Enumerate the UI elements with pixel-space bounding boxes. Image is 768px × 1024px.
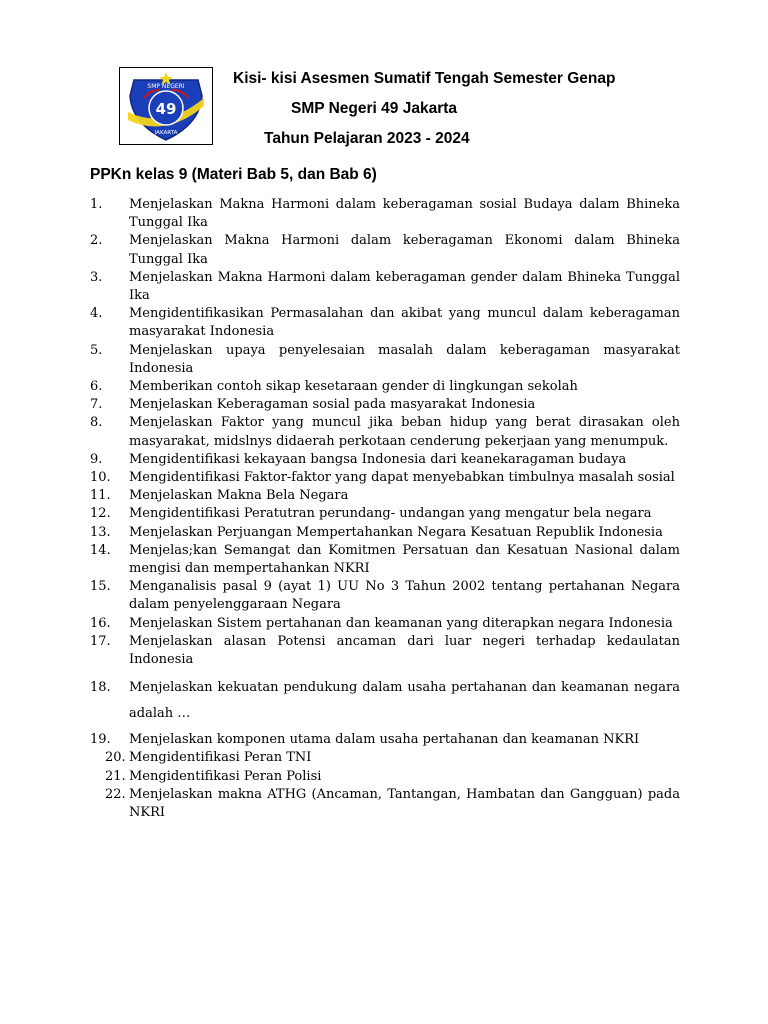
- item-text: Mengidentifikasikan Permasalahan dan akibat yang muncul dalam keberagaman masyarakat Indonesia: [129, 306, 680, 340]
- item-text: Mengidentifikasi Peran TNI: [129, 750, 312, 766]
- item-number: 5.: [90, 342, 103, 358]
- item-text: Menjelaskan kekuatan pendukung dalam usaha pertahanan dan keamanan negara adalah …: [129, 680, 680, 722]
- logo-number: 49: [155, 100, 177, 118]
- list-item: [90, 487, 680, 505]
- list-item: [90, 615, 680, 633]
- list-item: [90, 786, 680, 822]
- item-number: 21.: [105, 768, 126, 784]
- item-number: 13.: [90, 524, 111, 540]
- item-text: Menjelas;kan Semangat dan Komitmen Persatuan dan Kesatuan Nasional dalam mengisi dan mempertahankan NKRI: [129, 542, 680, 577]
- item-number: 9.: [90, 451, 103, 467]
- item-text: Menjelaskan alasan Potensi ancaman dari luar negeri terhadap kedaulatan Indonesia: [129, 633, 680, 668]
- list-item: [90, 451, 680, 469]
- list-item: [90, 305, 680, 341]
- logo-top-text: SMP NEGERI: [147, 83, 185, 90]
- item-text: Memberikan contoh sikap kesetaraan gender di lingkungan sekolah: [129, 379, 578, 395]
- item-text: Menjelaskan Sistem pertahanan dan keamanan yang diterapkan negara Indonesia: [129, 615, 673, 631]
- academic-year: Tahun Pelajaran 2023 - 2024: [264, 130, 470, 147]
- item-text: Mengidentifikasi kekayaan bangsa Indonesia dari keanekaragaman budaya: [129, 451, 627, 467]
- school-logo: [119, 67, 213, 145]
- item-number: 8.: [90, 415, 103, 431]
- item-number: 12.: [90, 506, 111, 522]
- list-item: [90, 731, 680, 749]
- school-emblem-icon: [120, 68, 212, 144]
- indicator-list: [90, 196, 680, 822]
- list-item: [90, 414, 680, 450]
- item-number: 4.: [90, 306, 103, 322]
- document-title: Kisi- kisi Asesmen Sumatif Tengah Semester Genap: [233, 70, 616, 87]
- item-text: Mengidentifikasi Faktor-faktor yang dapat menyebabkan timbulnya masalah sosial: [129, 470, 675, 486]
- list-item: [90, 196, 680, 232]
- list-item: [90, 269, 680, 305]
- item-text: Menjelaskan Makna Harmoni dalam keberagaman Ekonomi dalam Bhineka Tunggal Ika: [129, 233, 680, 267]
- item-number: 15.: [90, 579, 111, 595]
- item-number: 2.: [90, 233, 103, 249]
- list-item: [90, 542, 680, 578]
- list-item: [90, 342, 680, 378]
- list-item: [90, 505, 680, 523]
- item-text: Menjelaskan Makna Harmoni dalam keberagaman sosial Budaya dalam Bhineka Tunggal Ika: [129, 197, 680, 231]
- list-item: [90, 768, 680, 786]
- item-text: Menjelaskan Perjuangan Mempertahankan Negara Kesatuan Republik Indonesia: [129, 524, 663, 540]
- item-text: Mengidentifikasi Peratutran perundang- undangan yang mengatur bela negara: [129, 506, 652, 522]
- item-text: Menjelaskan Faktor yang muncul jika beban hidup yang berat dirasakan oleh masyarakat, midslnys didaerah perkotaan cenderung pekerjaan yang menumpuk.: [129, 415, 680, 449]
- item-number: 7.: [90, 397, 103, 413]
- item-text: Menjelaskan komponen utama dalam usaha pertahanan dan keamanan NKRI: [129, 732, 640, 748]
- list-item: [90, 633, 680, 669]
- item-text: Menjelaskan Makna Harmoni dalam keberagaman gender dalam Bhineka Tunggal Ika: [129, 269, 680, 304]
- item-number: 6.: [90, 379, 103, 395]
- item-number: 20.: [105, 750, 126, 766]
- list-item: [90, 396, 680, 414]
- list-item: [90, 675, 680, 727]
- item-text: Mengidentifikasi Peran Polisi: [129, 768, 322, 784]
- item-number: 19.: [90, 732, 111, 748]
- item-number: 16.: [90, 615, 111, 631]
- list-item: [90, 378, 680, 396]
- item-number: 10.: [90, 470, 111, 486]
- list-item: [90, 232, 680, 268]
- item-number: 1.: [90, 197, 103, 212]
- list-item: [90, 524, 680, 542]
- item-text: Menganalisis pasal 9 (ayat 1) UU No 3 Tahun 2002 tentang pertahanan Negara dalam penyelenggaraan Negara: [129, 579, 680, 613]
- item-text: Menjelaskan makna ATHG (Ancaman, Tantangan, Hambatan dan Gangguan) pada NKRI: [129, 786, 680, 821]
- item-number: 11.: [90, 488, 111, 504]
- list-item: [90, 578, 680, 614]
- item-number: 22.: [105, 786, 126, 802]
- item-text: Menjelaskan upaya penyelesaian masalah dalam keberagaman masyarakat Indonesia: [129, 342, 680, 376]
- list-item: [90, 749, 680, 767]
- school-name: SMP Negeri 49 Jakarta: [291, 100, 458, 117]
- item-text: Menjelaskan Keberagaman sosial pada masyarakat Indonesia: [129, 397, 536, 413]
- item-number: 3.: [90, 269, 103, 285]
- item-number: 18.: [90, 680, 111, 696]
- subject-heading: PPKn kelas 9 (Materi Bab 5, dan Bab 6): [90, 166, 377, 183]
- item-number: 17.: [90, 633, 111, 649]
- item-number: 14.: [90, 542, 111, 558]
- item-text: Menjelaskan Makna Bela Negara: [129, 488, 349, 504]
- logo-bottom-text: JAKARTA: [154, 130, 178, 136]
- list-item: [90, 469, 680, 487]
